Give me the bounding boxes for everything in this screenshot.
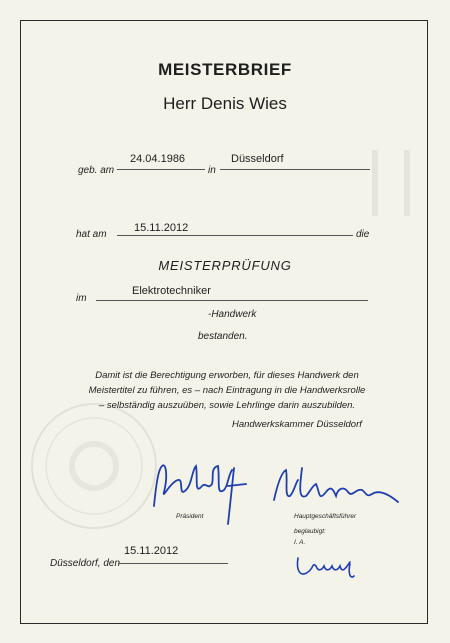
issue-date-line — [118, 563, 228, 564]
birth-place-value: Düsseldorf — [231, 153, 284, 165]
birth-date-value: 24.04.1986 — [130, 153, 186, 165]
certifier-signature — [292, 548, 362, 584]
rights-paragraph-line-3: – selbständig auszuüben, sowie Lehrlinge darin auszubilden. — [98, 400, 356, 411]
birth-date-line — [117, 169, 205, 170]
issue-date-value: 15.11.2012 — [124, 545, 179, 557]
exam-date-label: hat am — [76, 229, 107, 240]
exam-date-value: 15.11.2012 — [134, 222, 189, 234]
manager-label: Hauptgeschäftsführer — [294, 513, 357, 520]
exam-date-line — [117, 235, 353, 236]
ia-label: I. A. — [294, 539, 306, 546]
issuing-chamber: Handwerkskammer Düsseldorf — [232, 419, 362, 430]
birth-place-line — [220, 169, 370, 170]
rights-paragraph-line-2: Meistertitel zu führen, es – nach Eintragung in die Handwerksrolle — [88, 385, 366, 396]
recipient-name: Herr Denis Wies — [163, 94, 287, 113]
exam-heading: MEISTERPRÜFUNG — [158, 258, 292, 273]
birth-date-label: geb. am — [78, 165, 115, 176]
trade-value: Elektrotechniker — [132, 285, 211, 297]
trade-label: im — [76, 293, 87, 304]
passed-text: bestanden. — [198, 331, 248, 342]
birth-place-label: in — [208, 165, 216, 176]
rights-paragraph — [68, 368, 386, 413]
trade-suffix: -Handwerk — [208, 309, 257, 320]
certificate-title: MEISTERBRIEF — [158, 60, 292, 79]
president-label: Präsident — [176, 513, 204, 520]
certified-label: beglaubigt: — [294, 528, 326, 535]
issue-place-label: Düsseldorf, den — [50, 558, 121, 569]
trade-line — [96, 300, 368, 301]
rights-paragraph-line-1: Damit ist die Berechtigung erworben, für dieses Handwerk den — [95, 370, 359, 381]
manager-signature — [266, 462, 406, 520]
exam-date-suffix: die — [356, 229, 370, 240]
